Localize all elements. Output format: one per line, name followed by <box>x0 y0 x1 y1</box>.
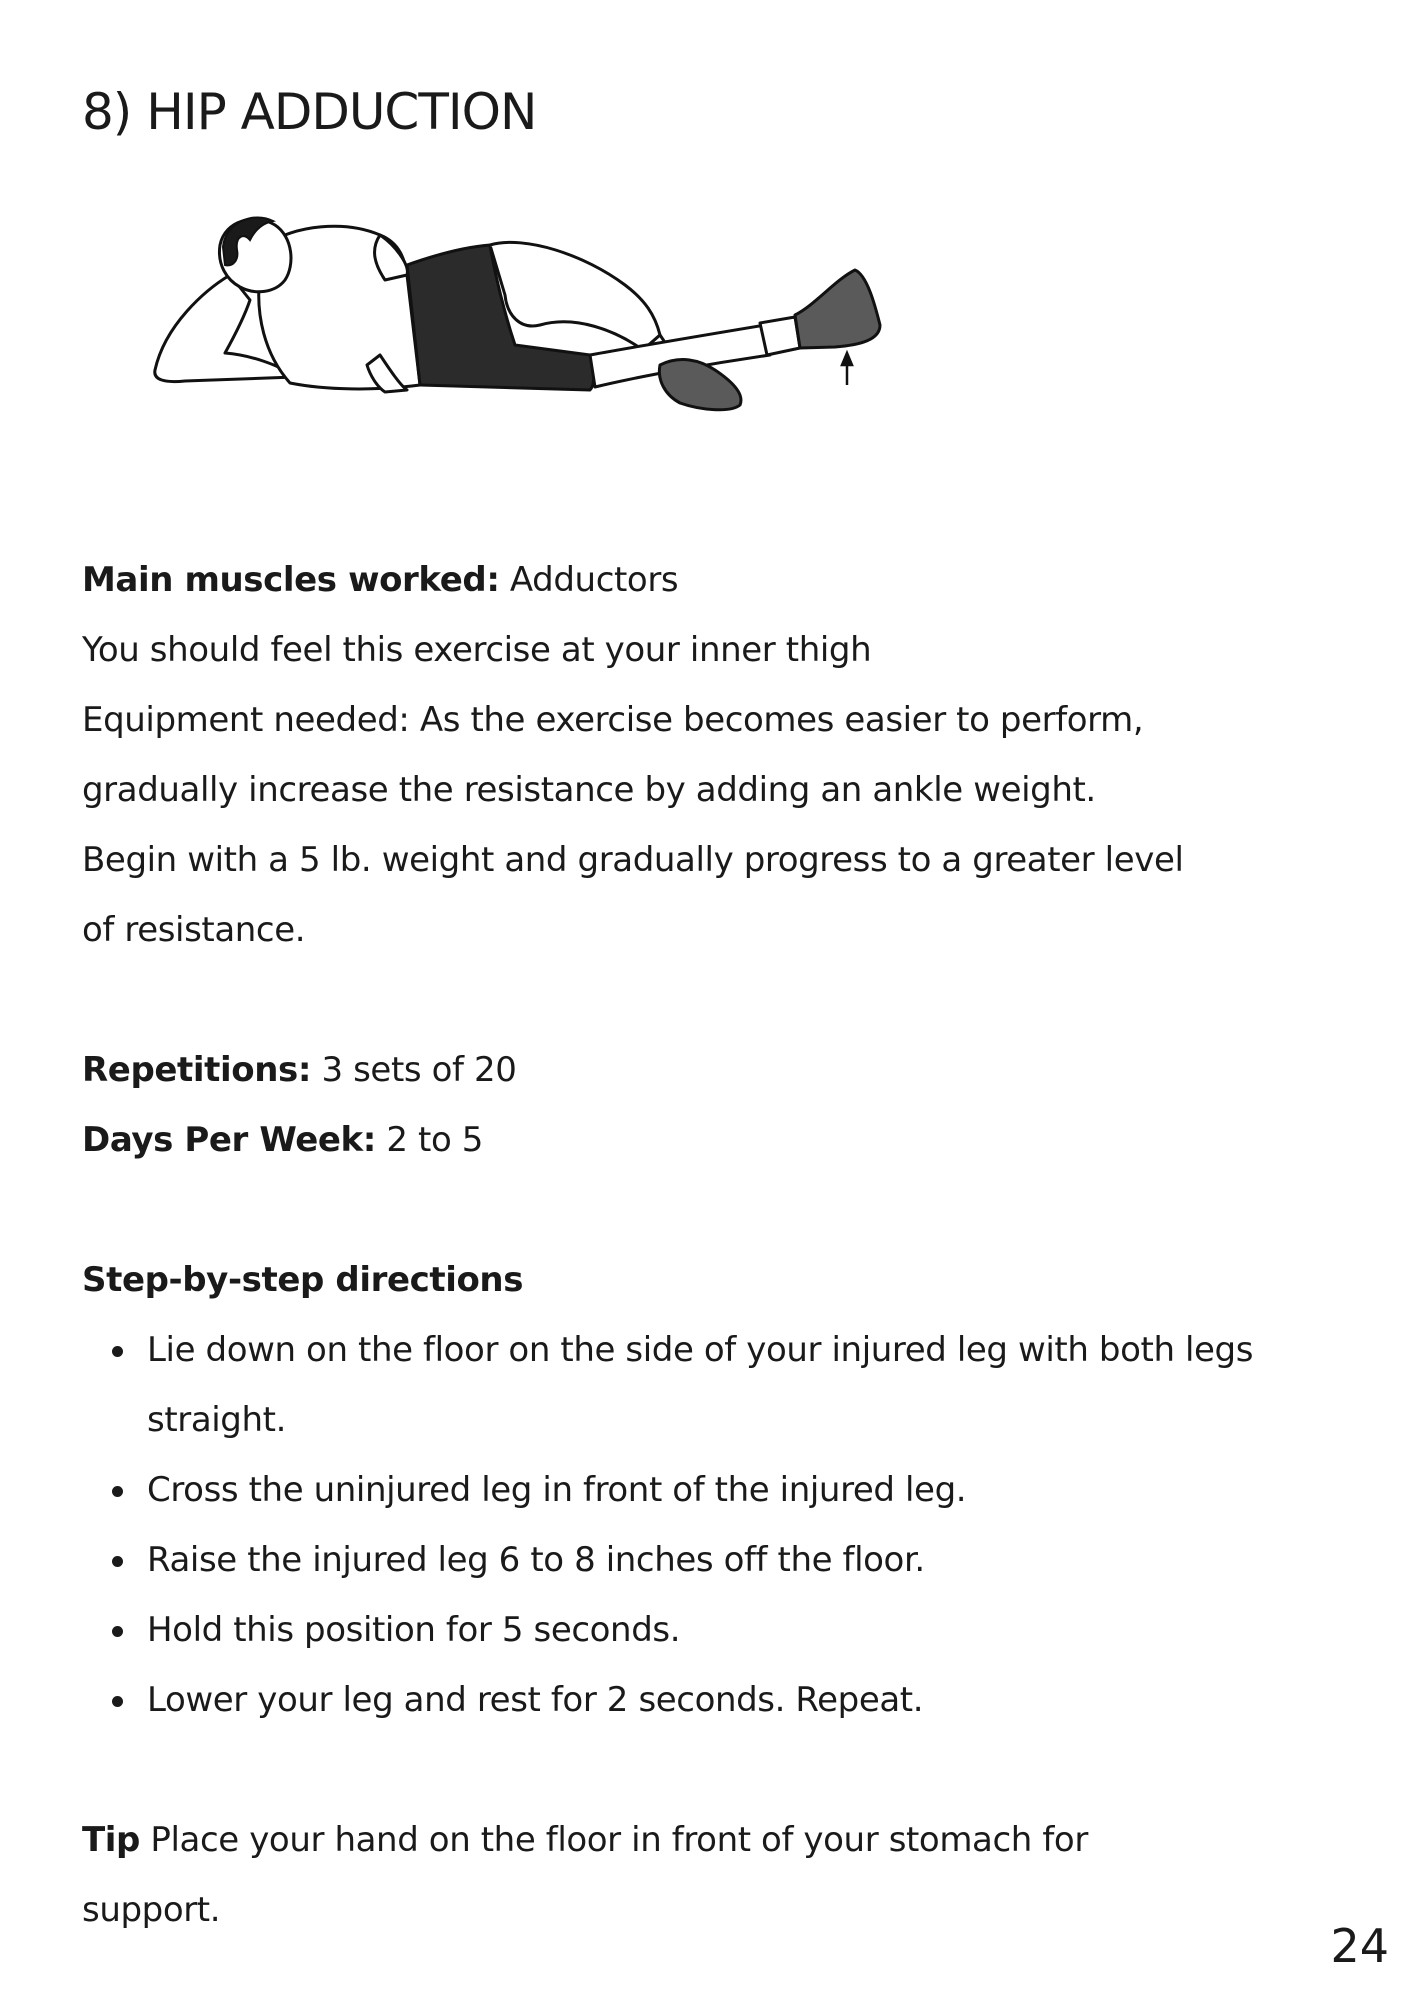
tip-line-1 <box>82 1805 1332 1875</box>
up-arrow-icon <box>842 353 852 385</box>
exercise-title: HIP ADDUCTION <box>146 83 537 141</box>
directions-list <box>82 1315 1332 1735</box>
equipment-line-3: Begin with a 5 lb. weight and gradually progress to a greater level <box>82 840 1184 880</box>
repetitions-value: 3 sets of 20 <box>311 1050 517 1090</box>
spacer <box>82 965 1332 1035</box>
muscles-worked-label: Main muscles worked: <box>82 560 500 600</box>
upper-foot-icon <box>659 360 741 410</box>
tip-line-2: support. <box>82 1890 221 1930</box>
days-per-week-label: Days Per Week: <box>82 1120 376 1160</box>
direction-step: Cross the uninjured leg in front of the injured leg. <box>82 1455 1332 1525</box>
feel-text: You should feel this exercise at your inner thigh <box>82 630 872 670</box>
equipment-line-4: of resistance. <box>82 910 306 950</box>
page-title <box>82 82 536 142</box>
directions-heading-text: Step-by-step directions <box>82 1260 524 1300</box>
equipment-line-1: Equipment needed: As the exercise becomes easier to perform, <box>82 700 1144 740</box>
repetitions-line <box>82 1035 1332 1105</box>
hip-adduction-illustration <box>145 205 905 420</box>
direction-step: Raise the injured leg 6 to 8 inches off the floor. <box>82 1525 1332 1595</box>
exercise-figure-icon <box>155 219 420 392</box>
spacer <box>82 1175 1332 1245</box>
equipment-line-2: gradually increase the resistance by adding an ankle weight. <box>82 770 1096 810</box>
days-per-week-value: 2 to 5 <box>375 1120 483 1160</box>
direction-step: Hold this position for 5 seconds. <box>82 1595 1332 1665</box>
lower-foot-icon <box>795 270 880 348</box>
direction-step: Lower your leg and rest for 2 seconds. Repeat. <box>82 1665 1332 1735</box>
exercise-details <box>82 545 1332 1945</box>
directions-heading <box>82 1245 1332 1315</box>
muscles-worked-line <box>82 545 1332 615</box>
muscles-worked-value: Adductors <box>499 560 679 600</box>
page-number: 24 <box>1330 1919 1389 1973</box>
exercise-number: 8) <box>82 83 132 141</box>
spacer <box>82 1735 1332 1805</box>
direction-step: Lie down on the floor on the side of your injured leg with both legs straight. <box>82 1315 1332 1455</box>
days-per-week-line <box>82 1105 1332 1175</box>
tip-text: Place your hand on the floor in front of your stomach for <box>140 1820 1088 1860</box>
tip-label: Tip <box>82 1820 140 1860</box>
repetitions-label: Repetitions: <box>82 1050 312 1090</box>
